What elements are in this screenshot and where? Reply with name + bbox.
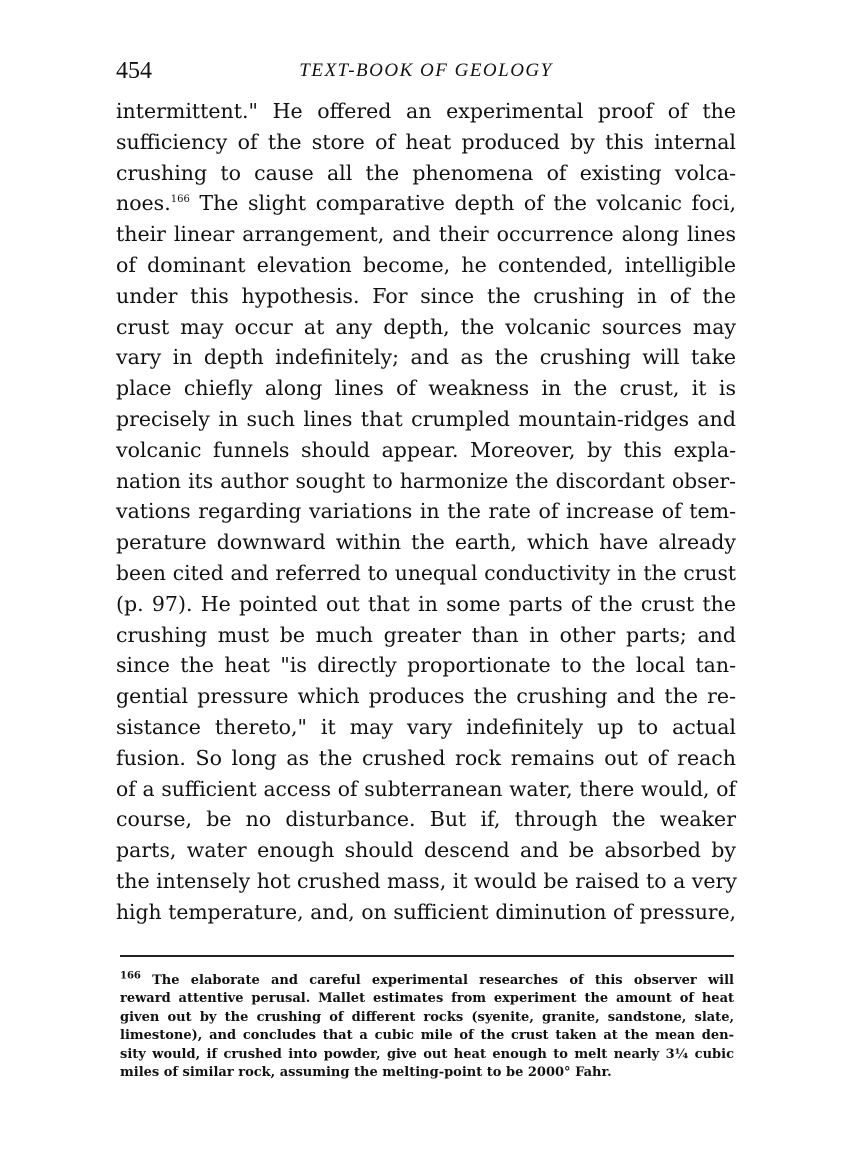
text-line: crust may occur at any depth, the volcanic sources may (116, 314, 736, 339)
text-line: under this hypothesis. For since the crushing in of the (116, 283, 736, 308)
text-line: sufficiency of the store of heat produced by this internal (116, 129, 736, 154)
text-line: nation its author sought to harmonize the discordant obser- (116, 468, 736, 493)
footnote-line: limestone), and concludes that a cubic mile of the crust taken at the mean den- (120, 1028, 734, 1044)
text-line (116, 188, 736, 219)
text-line: parts, water enough should descend and be absorbed by (116, 838, 736, 863)
text-line: their linear arrangement, and their occurrence along lines (116, 222, 736, 247)
footnote-reference: 166 (170, 194, 190, 206)
text-line: of dominant elevation become, he contended, intelligible (116, 252, 736, 277)
footnote-marker: 166 (120, 970, 141, 982)
text-line: perature downward within the earth, which have already (116, 530, 736, 555)
body-text (116, 96, 736, 928)
footnote-line-text: The elaborate and careful experimental researches of this observer will (140, 973, 734, 988)
text-line-start: noes. (116, 191, 171, 216)
footnote-line: miles of similar rock, assuming the melting-point to be 2000° Fahr. (120, 1064, 612, 1080)
text-line: vations regarding variations in the rate of increase of tem- (116, 499, 736, 524)
footnote-line (120, 972, 734, 990)
text-line: vary in depth indefinitely; and as the crushing will take (116, 345, 736, 370)
text-line: since the heat "is directly proportionate to the local tan- (116, 653, 736, 678)
footnote (120, 972, 734, 1082)
running-head (116, 56, 736, 86)
text-line: the intensely hot crushed mass, it would be raised to a very (116, 868, 737, 893)
text-line: sistance thereto," it may vary indefinitely up to actual (116, 714, 736, 739)
footnote-line: given out by the crushing of different rocks (syenite, granite, sandstone, slate, (120, 1009, 734, 1025)
footnote-rule (120, 955, 734, 957)
text-line: precisely in such lines that crumpled mountain-ridges and (116, 406, 736, 431)
text-line: intermittent." He offered an experimental proof of the (116, 99, 736, 123)
running-title: TEXT-BOOK OF GEOLOGY (299, 60, 553, 81)
text-line: crushing to cause all the phenomena of existing volca- (116, 160, 736, 185)
text-line-rest: The slight comparative depth of the volcanic foci, (189, 191, 736, 216)
text-line: high temperature, and, on sufficient diminution of pressure, (116, 899, 736, 924)
text-line: volcanic funnels should appear. Moreover, by this expla- (116, 437, 736, 462)
page-number: 454 (116, 58, 152, 84)
text-line: place chiefly along lines of weakness in the crust, it is (116, 376, 736, 401)
text-line: of a sufficient access of subterranean water, there would, of (116, 776, 736, 801)
text-line: been cited and referred to unequal conductivity in the crust (116, 560, 736, 585)
text-line: gential pressure which produces the crushing and the re- (116, 684, 736, 709)
text-line: fusion. So long as the crushed rock remains out of reach (116, 745, 736, 770)
text-line: crushing must be much greater than in other parts; and (116, 622, 736, 647)
footnote-line: reward attentive perusal. Mallet estimates from experiment the amount of heat (120, 991, 734, 1007)
text-line: course, be no disturbance. But if, through the weaker (116, 807, 736, 832)
footnote-line: sity would, if crushed into powder, give out heat enough to melt nearly 3¼ cubic (120, 1046, 734, 1062)
text-line: (p. 97). He pointed out that in some parts of the crust the (116, 591, 736, 616)
